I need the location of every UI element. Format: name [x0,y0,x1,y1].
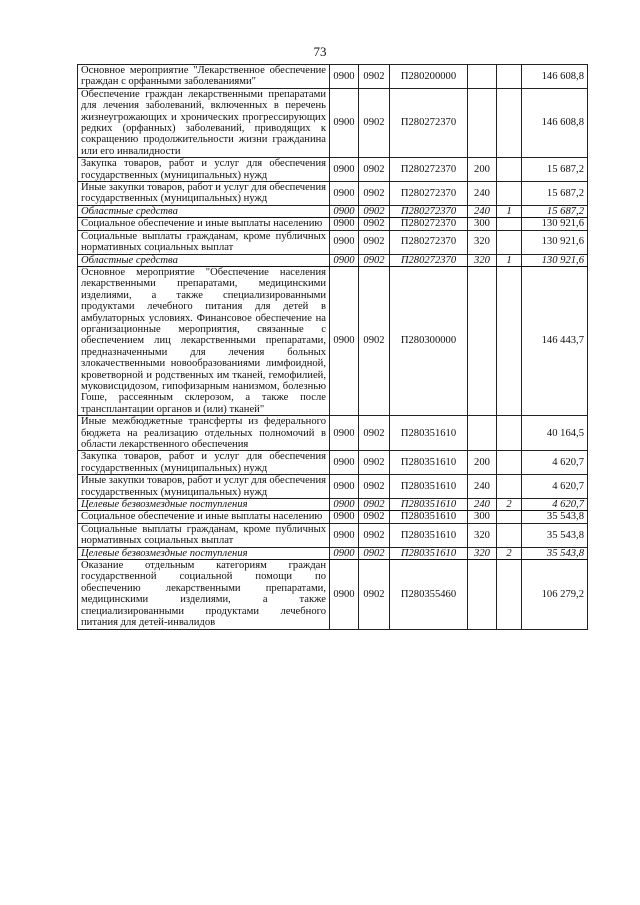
budget-table [77,64,588,630]
target-article-code: П280272370 [390,254,468,266]
row-name: Закупка товаров, работ и услуг для обеспечения государственных (муниципальных) нужд [78,158,330,182]
expense-type-code: 240 [468,499,497,511]
target-article-code: П280351610 [390,547,468,559]
expense-type-code: 200 [468,451,497,475]
row-name: Иные закупки товаров, работ и услуг для обеспечения государственных (муниципальных) нужд [78,182,330,206]
expense-type-code: 320 [468,547,497,559]
row-name: Областные средства [78,254,330,266]
table-row [78,560,588,629]
ministry-code: 0900 [330,266,359,415]
table-row [78,547,588,559]
funding-source-code [497,523,522,547]
funding-source-code [497,230,522,254]
row-name: Социальные выплаты гражданам, кроме публичных нормативных социальных выплат [78,230,330,254]
amount: 4 620,7 [522,451,588,475]
row-name: Иные закупки товаров, работ и услуг для обеспечения государственных (муниципальных) нужд [78,475,330,499]
table-row [78,511,588,523]
funding-source-code [497,158,522,182]
ministry-code: 0900 [330,88,359,157]
table-row [78,475,588,499]
table-row [78,88,588,157]
row-name: Обеспечение граждан лекарственными препаратами для лечения заболеваний, включенных в перечень жизнеугрожающих и хронических прогрессирующих редких (орфанных) заболеваний, приводящих к сокращению продолжительности жизни гражданина или его инвалидности [78,88,330,157]
expense-type-code [468,560,497,629]
section-code: 0902 [359,230,390,254]
table-row [78,218,588,230]
row-name: Оказание отдельным категориям граждан государственной социальной помощи по обеспечению лекарственными препаратами, медицинскими изделиями, а также специализированными продуктами лечебного питания для детей-инвалидов [78,560,330,629]
section-code: 0902 [359,523,390,547]
section-code: 0902 [359,451,390,475]
table-row [78,416,588,451]
row-name: Целевые безвозмездные поступления [78,499,330,511]
ministry-code: 0900 [330,416,359,451]
funding-source-code [497,65,522,89]
expense-type-code [468,416,497,451]
amount: 130 921,6 [522,218,588,230]
expense-type-code: 240 [468,205,497,217]
ministry-code: 0900 [330,65,359,89]
target-article-code: П280272370 [390,88,468,157]
funding-source-code [497,560,522,629]
target-article-code: П280272370 [390,230,468,254]
table-row [78,254,588,266]
row-name: Социальное обеспечение и иные выплаты населению [78,511,330,523]
section-code: 0902 [359,560,390,629]
amount: 106 279,2 [522,560,588,629]
target-article-code: П280300000 [390,266,468,415]
amount: 15 687,2 [522,205,588,217]
funding-source-code [497,511,522,523]
target-article-code: П280355460 [390,560,468,629]
section-code: 0902 [359,254,390,266]
ministry-code: 0900 [330,230,359,254]
funding-source-code [497,218,522,230]
funding-source-code: 1 [497,205,522,217]
funding-source-code [497,266,522,415]
section-code: 0902 [359,88,390,157]
funding-source-code [497,451,522,475]
amount: 146 443,7 [522,266,588,415]
amount: 15 687,2 [522,182,588,206]
target-article-code: П280272370 [390,182,468,206]
expense-type-code: 200 [468,158,497,182]
expense-type-code: 240 [468,475,497,499]
table-row [78,499,588,511]
funding-source-code [497,475,522,499]
target-article-code: П280200000 [390,65,468,89]
expense-type-code: 300 [468,218,497,230]
section-code: 0902 [359,266,390,415]
expense-type-code [468,65,497,89]
expense-type-code: 300 [468,511,497,523]
section-code: 0902 [359,416,390,451]
expense-type-code: 320 [468,254,497,266]
section-code: 0902 [359,158,390,182]
section-code: 0902 [359,65,390,89]
section-code: 0902 [359,475,390,499]
expense-type-code [468,266,497,415]
funding-source-code: 1 [497,254,522,266]
row-name: Иные межбюджетные трансферты из федерального бюджета на реализацию отдельных полномочий в области лекарственного обеспечения [78,416,330,451]
funding-source-code: 2 [497,547,522,559]
amount: 146 608,8 [522,65,588,89]
target-article-code: П280351610 [390,416,468,451]
row-name: Целевые безвозмездные поступления [78,547,330,559]
section-code: 0902 [359,499,390,511]
row-name: Основное мероприятие "Обеспечение населения лекарственными препаратами, медицинскими изделиями, а также специализированными продуктами лечебного питания для детей в амбулаторных условиях. Финансовое обеспечение на организационные мероприятия, связанные с обеспечением лиц лекарственными препаратами, предназначенными для лечения больных злокачественными новообразованиями лимфоидной, кроветворной и родственных им тканей, гемофилией, муковисцидозом, гипофизарным нанизмом, болезнью Гоше, рассеянным склерозом, а также после трансплантации органов и (или) тканей" [78,266,330,415]
amount: 130 921,6 [522,230,588,254]
target-article-code: П280351610 [390,475,468,499]
section-code: 0902 [359,205,390,217]
row-name: Социальные выплаты гражданам, кроме публичных нормативных социальных выплат [78,523,330,547]
amount: 35 543,8 [522,523,588,547]
ministry-code: 0900 [330,523,359,547]
amount: 4 620,7 [522,475,588,499]
ministry-code: 0900 [330,158,359,182]
ministry-code: 0900 [330,511,359,523]
amount: 15 687,2 [522,158,588,182]
table-body [78,65,588,630]
ministry-code: 0900 [330,475,359,499]
target-article-code: П280351610 [390,451,468,475]
target-article-code: П280272370 [390,218,468,230]
row-name: Закупка товаров, работ и услуг для обеспечения государственных (муниципальных) нужд [78,451,330,475]
table-row [78,182,588,206]
table-row [78,451,588,475]
section-code: 0902 [359,511,390,523]
row-name: Областные средства [78,205,330,217]
expense-type-code: 320 [468,523,497,547]
ministry-code: 0900 [330,499,359,511]
section-code: 0902 [359,182,390,206]
table-row [78,205,588,217]
row-name: Основное мероприятие "Лекарственное обеспечение граждан с орфанными заболеваниями" [78,65,330,89]
table-row [78,65,588,89]
expense-type-code: 240 [468,182,497,206]
amount: 4 620,7 [522,499,588,511]
funding-source-code [497,416,522,451]
amount: 35 543,8 [522,511,588,523]
table-row [78,158,588,182]
funding-source-code [497,88,522,157]
expense-type-code [468,88,497,157]
ministry-code: 0900 [330,218,359,230]
table-row [78,230,588,254]
target-article-code: П280351610 [390,499,468,511]
ministry-code: 0900 [330,182,359,206]
target-article-code: П280351610 [390,511,468,523]
amount: 35 543,8 [522,547,588,559]
ministry-code: 0900 [330,547,359,559]
section-code: 0902 [359,218,390,230]
target-article-code: П280351610 [390,523,468,547]
amount: 130 921,6 [522,254,588,266]
row-name: Социальное обеспечение и иные выплаты населению [78,218,330,230]
amount: 40 164,5 [522,416,588,451]
funding-source-code [497,182,522,206]
page-number: 73 [313,44,327,59]
table-row [78,266,588,415]
section-code: 0902 [359,547,390,559]
ministry-code: 0900 [330,254,359,266]
funding-source-code: 2 [497,499,522,511]
amount: 146 608,8 [522,88,588,157]
expense-type-code: 320 [468,230,497,254]
target-article-code: П280272370 [390,205,468,217]
target-article-code: П280272370 [390,158,468,182]
ministry-code: 0900 [330,451,359,475]
ministry-code: 0900 [330,560,359,629]
table-row [78,523,588,547]
ministry-code: 0900 [330,205,359,217]
